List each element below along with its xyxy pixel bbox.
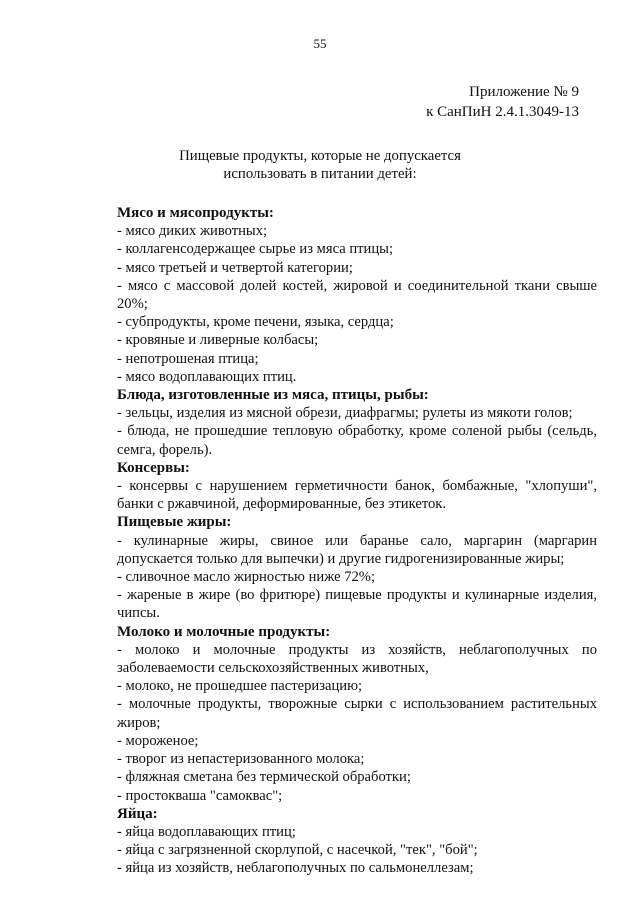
list-item: - мясо диких животных; xyxy=(117,223,268,240)
section-title: Пищевые жиры: xyxy=(117,514,232,531)
list-item-text: - жареные в жире (во фритюре) пищевые продукты и кулинарные изделия, чипсы. xyxy=(117,587,597,622)
document-title xyxy=(0,147,640,183)
list-item xyxy=(88,277,597,313)
list-item: - творог из непастеризованного молока; xyxy=(117,751,365,768)
list-item-text: - молочные продукты, творожные сырки с использованием растительных жиров; xyxy=(117,696,597,731)
list-item: - коллагенсодержащее сырье из мяса птицы; xyxy=(117,241,394,258)
list-item: - яйца из хозяйств, неблагополучных по сальмонеллезам; xyxy=(117,860,474,877)
list-item-text: - консервы с нарушением герметичности банок, бомбажные, "хлопуши", банки с ржавчиной, деформированные, без этикеток. xyxy=(117,478,597,513)
title-line-2: использовать в питании детей: xyxy=(223,166,417,182)
document-body xyxy=(117,204,597,878)
section-title: Блюда, изготовленные из мяса, птицы, рыбы: xyxy=(117,387,429,404)
list-item-text: - кулинарные жиры, свиное или баранье сало, маргарин (маргарин допускается только для выпечки) и другие гидрогенизированные жиры; xyxy=(117,532,597,567)
list-item-text: - мясо с массовой долей костей, жировой и соединительной ткани свыше 20%; xyxy=(117,277,597,313)
section-eggs xyxy=(117,805,597,878)
list-item: - простокваша "самоквас"; xyxy=(117,787,283,804)
section-title: Молоко и молочные продукты: xyxy=(117,623,331,640)
section-fats xyxy=(117,513,597,622)
list-item-text: - блюда, не прошедшие тепловую обработку, кроме соленой рыбы (сельдь, семга, форель). xyxy=(117,423,597,458)
appendix-reference xyxy=(426,82,579,122)
list-item: - субпродукты, кроме печени, языка, сердца; xyxy=(117,314,394,331)
list-item xyxy=(88,477,597,513)
section-title: Яйца: xyxy=(117,805,158,822)
title-line-1: Пищевые продукты, которые не допускается xyxy=(179,148,461,164)
appendix-line-2: к СанПиН 2.4.1.3049-13 xyxy=(426,104,579,120)
list-item xyxy=(88,532,597,568)
list-item: - мороженое; xyxy=(117,732,199,749)
list-item-text: - молоко и молочные продукты из хозяйств, неблагополучных по заболеваемости сельскохозяйственных животных, xyxy=(117,641,597,677)
list-item xyxy=(88,422,597,458)
list-item: - мясо водоплавающих птиц. xyxy=(117,368,297,385)
list-item: - яйца водоплавающих птиц; xyxy=(117,823,296,840)
list-item: - сливочное масло жирностью ниже 72%; xyxy=(117,569,376,586)
list-item: - фляжная сметана без термической обработки; xyxy=(117,769,411,786)
list-item: - яйца с загрязненной скорлупой, с насечкой, "тек", "бой"; xyxy=(117,842,478,859)
list-item xyxy=(88,695,597,731)
section-meat xyxy=(117,204,597,386)
list-item xyxy=(88,586,597,622)
section-canned xyxy=(117,459,597,514)
appendix-line-1: Приложение № 9 xyxy=(469,84,579,100)
list-item: - молоко, не прошедшее пастеризацию; xyxy=(117,678,363,695)
list-item xyxy=(88,641,597,677)
list-item: - зельцы, изделия из мясной обрези, диафрагмы; рулеты из мякоти голов; xyxy=(117,405,573,422)
section-dishes xyxy=(117,386,597,459)
list-item: - непотрошеная птица; xyxy=(117,350,259,367)
list-item: - мясо третьей и четвертой категории; xyxy=(117,259,353,276)
list-item: - кровяные и ливерные колбасы; xyxy=(117,332,319,349)
section-title: Консервы: xyxy=(117,459,190,476)
page-number: 55 xyxy=(313,36,327,51)
section-title: Мясо и мясопродукты: xyxy=(117,205,274,221)
section-dairy xyxy=(117,623,597,805)
